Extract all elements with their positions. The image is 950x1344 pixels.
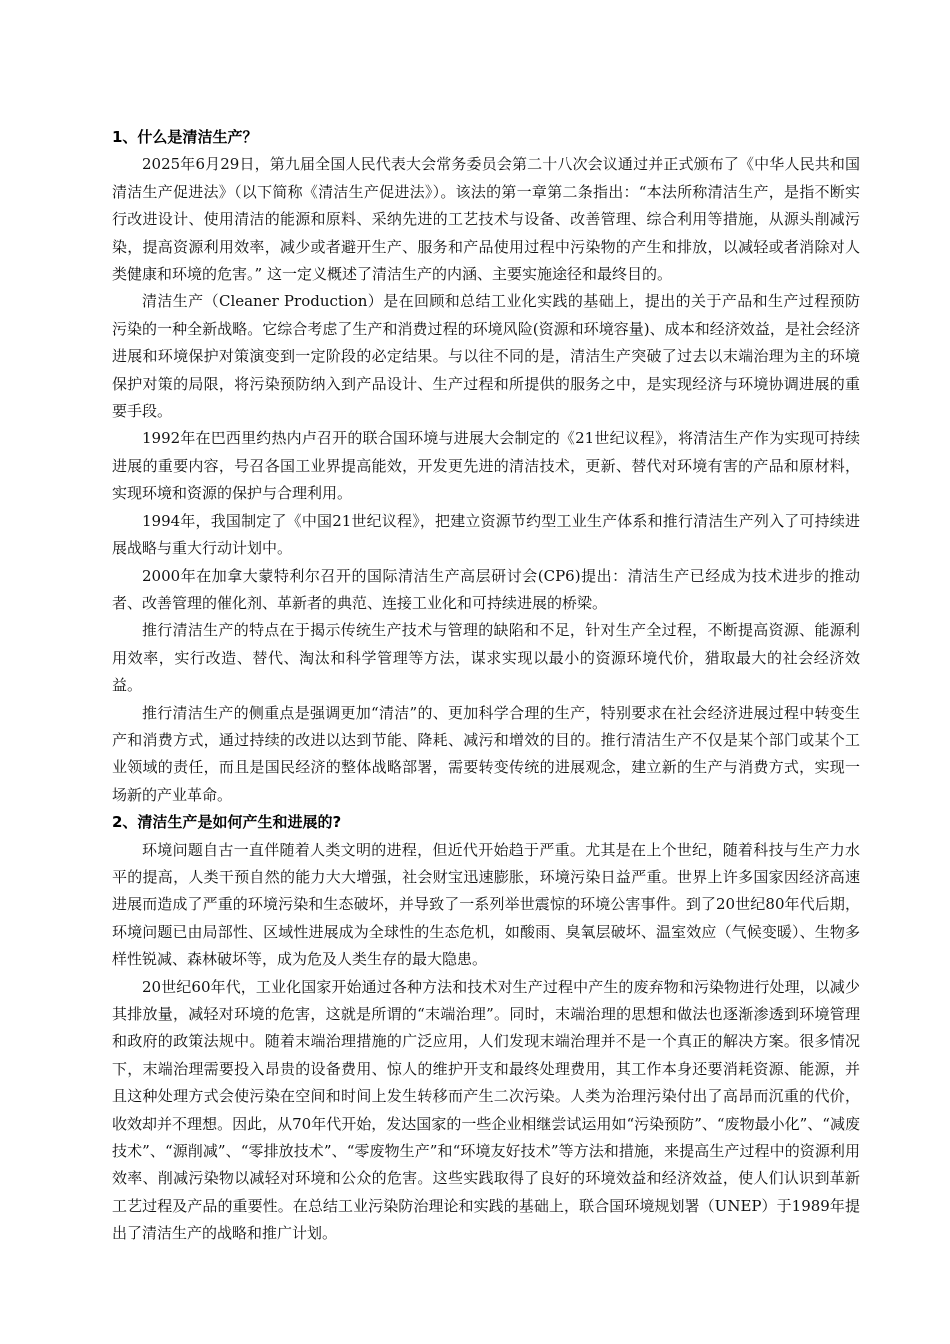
paragraph: 2025年6月29日，第九届全国人民代表大会常务委员会第二十八次会议通过并正式颁布了《中华人民共和国清洁生产促进法》（以下简称《清洁生产促进法》）。该法的第一章第二条指出：“本法所称清洁生产，是指不断实行改进设计、使用清洁的能源和原料、采纳先进的工艺技术与设备、改善管理、综合利用等措施，从源头削减污染，提高资源利用效率，减少或者避开生产、服务和产品使用过程中污染物的产生和排放，以减轻或者消除对人类健康和环境的危害。” 这一定义概述了清洁生产的内涵、主要实施途径和最终目的。 xyxy=(112,155,860,284)
paragraph: 清洁生产（Cleaner Production）是在回顾和总结工业化实践的基础上，提出的关于产品和生产过程预防污染的一种全新战略。它综合考虑了生产和消费过程的环境风险(资源和环境容量)、成本和经济效益，是社会经济进展和环境保护对策演变到一定阶段的必定结果。与以往不同的是，清洁生产突破了过去以末端治理为主的环境保护对策的局限，将污染预防纳入到产品设计、生产过程和所提供的服务之中，是实现经济与环境协调进展的重要手段。 xyxy=(112,292,860,421)
paragraph: 1994年，我国制定了《中国21世纪议程》，把建立资源节约型工业生产体系和推行清洁生产列入了可持续进展战略与重大行动计划中。 xyxy=(112,511,860,558)
paragraph: 2000年在加拿大蒙特利尔召开的国际清洁生产高层研讨会(CP6)提出：清洁生产已经成为技术进步的推动者、改善管理的催化剂、革新者的典范、连接工业化和可持续进展的桥梁。 xyxy=(112,566,860,612)
paragraph: 推行清洁生产的特点在于揭示传统生产技术与管理的缺陷和不足，针对生产全过程，不断提高资源、能源利用效率，实行改造、替代、淘汰和科学管理等方法，谋求实现以最小的资源环境代价，猎取最大的社会经济效益。 xyxy=(112,621,860,695)
paragraph: 推行清洁生产的侧重点是强调更加“清洁”的、更加科学合理的生产，特别要求在社会经济进展过程中转变生产和消费方式，通过持续的改进以达到节能、降耗、减污和增效的目的。推行清洁生产不仅是某个部门或某个工业领域的责任，而且是国民经济的整体战略部署，需要转变传统的进展观念，建立新的生产与消费方式，实现一场新的产业革命。 xyxy=(112,703,860,804)
paragraph: 1992年在巴西里约热内卢召开的联合国环境与进展大会制定的《21世纪议程》，将清洁生产作为实现可持续进展的重要内容，号召各国工业界提高能效，开发更先进的清洁技术，更新、替代对环境有害的产品和原材料，实现环境和资源的保护与合理利用。 xyxy=(112,429,860,503)
document-page xyxy=(112,124,860,1248)
paragraph: 环境问题自古一直伴随着人类文明的进程，但近代开始趋于严重。尤其是在上个世纪，随着科技与生产力水平的提高，人类干预自然的能力大大增强，社会财宝迅速膨胀，环境污染日益严重。世界上许多国家因经济高速进展而造成了严重的环境污染和生态破坏，并导致了一系列举世震惊的环境公害事件。到了20世纪80年代后期，环境问题已由局部性、区域性进展成为全球性的生态危机，如酸雨、臭氧层破坏、温室效应（气候变暖）、生物多样性锐减、森林破坏等，成为危及人类生存的最大隐患。 xyxy=(112,840,860,969)
paragraph: 20世纪60年代，工业化国家开始通过各种方法和技术对生产过程中产生的废弃物和污染物进行处理，以减少其排放量，减轻对环境的危害，这就是所谓的“末端治理”。同时，末端治理的思想和做法也逐渐渗透到环境管理和政府的政策法规中。随着末端治理措施的广泛应用，人们发现末端治理并不是一个真正的解决方案。很多情况下，末端治理需要投入昂贵的设备费用、惊人的维护开支和最终处理费用，其工作本身还要消耗资源、能源，并且这种处理方式会使污染在空间和时间上发生转移而产生二次污染。人类为治理污染付出了高昂而沉重的代价，收效却并不理想。因此，从70年代开始，发达国家的一些企业相继尝试运用如“污染预防”、“废物最小化”、“减废技术”、“源削减”、“零排放技术”、“零废物生产”和“环境友好技术”等方法和措施，来提高生产过程中的资源利用效率、削减污染物以减轻对环境和公众的危害。这些实践取得了良好的环境效益和经济效益，使人们认识到革新工艺过程及产品的重要性。在总结工业污染防治理论和实践的基础上，联合国环境规划署（UNEP）于1989年提出了清洁生产的战略和推广计划。 xyxy=(112,977,860,1243)
section-heading-1: 1、什么是清洁生产？ xyxy=(112,128,258,146)
section-heading-2: 2、清洁生产是如何产生和进展的? xyxy=(112,813,342,832)
